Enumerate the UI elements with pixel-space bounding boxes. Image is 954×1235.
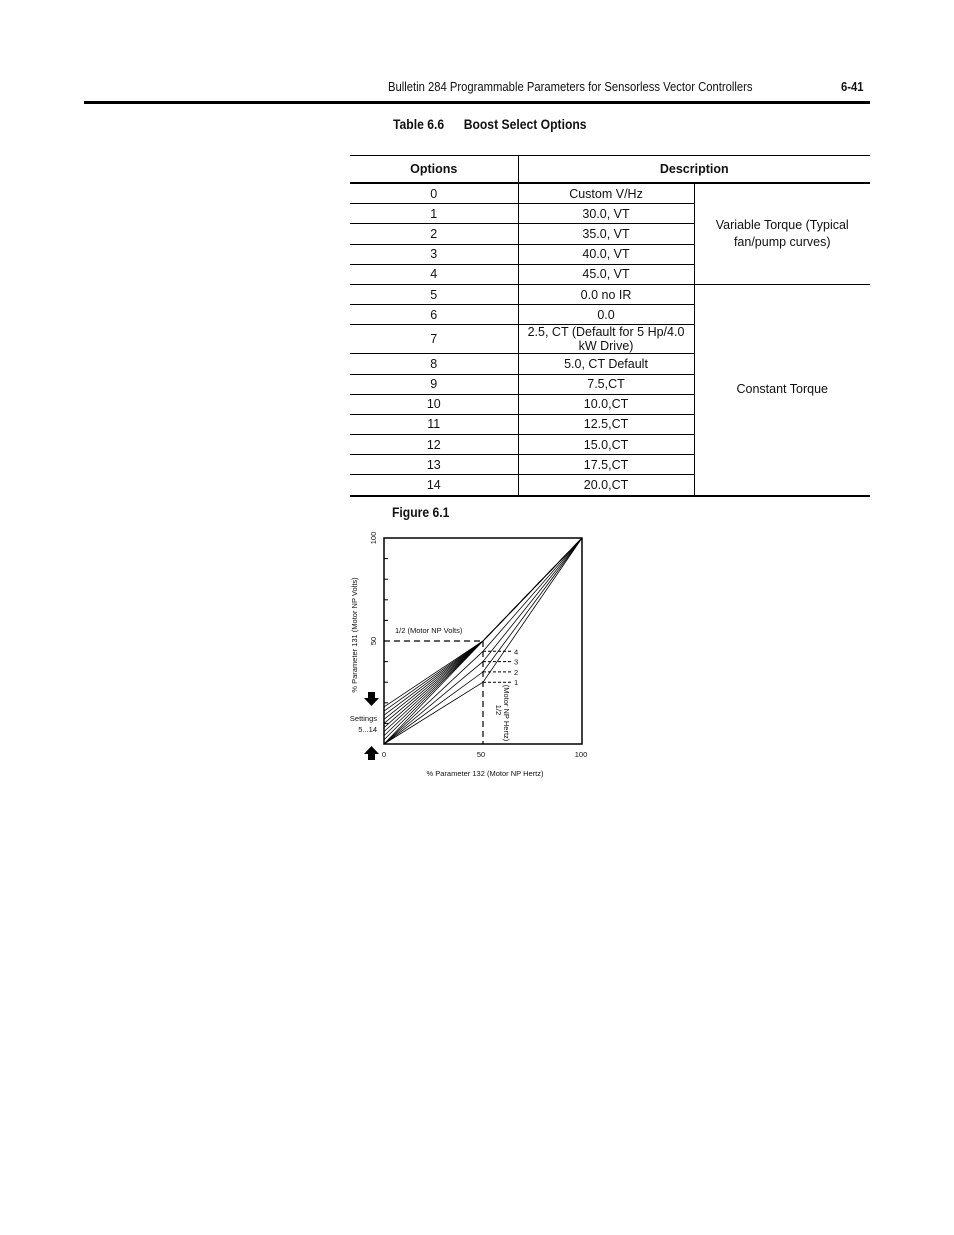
vt-curve-labels [514, 647, 518, 687]
vt-curve-label-2: 2 [514, 667, 519, 677]
value-cell: 0.0 no IR [518, 284, 694, 304]
option-cell: 11 [350, 414, 518, 434]
option-cell: 8 [350, 354, 518, 374]
value-cell: 10.0,CT [518, 394, 694, 414]
option-cell: 9 [350, 374, 518, 394]
table-caption-label: Table 6.6 [393, 117, 445, 132]
value-cell: 5.0, CT Default [518, 354, 694, 374]
column-header-options: Options [350, 156, 518, 184]
value-cell: 7.5,CT [518, 374, 694, 394]
settings-label: Settings [349, 714, 377, 723]
option-cell: 14 [350, 475, 518, 496]
group-variable-torque: Variable Torque (Typical fan/pump curves) [694, 183, 870, 284]
option-cell: 7 [350, 325, 518, 354]
page-header [0, 0, 954, 104]
table-header-row [350, 156, 870, 184]
value-cell: 15.0,CT [518, 435, 694, 455]
figure-caption: Figure 6.1 [392, 505, 450, 520]
table-row [350, 284, 870, 304]
boost-chart [340, 525, 600, 785]
y-axis-label: % Parameter 131 (Motor NP Volts) [350, 577, 359, 693]
option-cell: 6 [350, 305, 518, 325]
option-cell: 2 [350, 224, 518, 244]
value-cell: 20.0,CT [518, 475, 694, 496]
option-cell: 3 [350, 244, 518, 264]
vt-curve-label-1: 1 [514, 678, 519, 688]
constant-torque-line-6 [384, 538, 582, 740]
y-tick-label: 50 [369, 636, 378, 646]
page-number: 6-41 [841, 80, 864, 94]
option-cell: 4 [350, 264, 518, 284]
x-axis-label: % Parameter 132 (Motor NP Hertz) [426, 769, 544, 778]
value-cell: 17.5,CT [518, 455, 694, 475]
option-cell: 10 [350, 394, 518, 414]
boost-select-options-table [350, 155, 870, 497]
half-volts-label: 1/2 (Motor NP Volts) [395, 626, 463, 635]
option-cell: 12 [350, 435, 518, 455]
value-cell: 0.0 [518, 305, 694, 325]
group-constant-torque: Constant Torque [694, 284, 870, 495]
column-header-description: Description [518, 156, 870, 184]
x-tick-label: 0 [381, 750, 387, 759]
option-cell: 1 [350, 204, 518, 224]
half-hertz-label: 1/2 [494, 704, 503, 716]
vt-curve-label-3: 3 [514, 657, 519, 667]
half-hertz-label: (Motor NP Hertz) [502, 684, 511, 742]
settings-down-arrow [364, 692, 379, 706]
settings-range-label: 5...14 [358, 725, 377, 734]
x-tick-label: 100 [574, 750, 588, 759]
option-cell: 5 [350, 284, 518, 304]
table-row [350, 183, 870, 204]
option-cell: 0 [350, 183, 518, 204]
value-cell: 12.5,CT [518, 414, 694, 434]
header-rule [84, 101, 870, 104]
value-cell: 30.0, VT [518, 204, 694, 224]
table-caption-title: Boost Select Options [463, 117, 587, 132]
settings-up-arrow [364, 746, 379, 760]
table-caption [393, 117, 587, 132]
y-tick-label: 100 [369, 531, 378, 545]
value-cell: 40.0, VT [518, 244, 694, 264]
value-cell: Custom V/Hz [518, 183, 694, 204]
x-tick-label: 50 [476, 750, 486, 759]
value-cell: 45.0, VT [518, 264, 694, 284]
header-title: Bulletin 284 Programmable Parameters for Sensorless Vector Controllers [388, 80, 753, 94]
option-cell: 13 [350, 455, 518, 475]
vt-curve-label-4: 4 [514, 647, 519, 657]
value-cell: 2.5, CT (Default for 5 Hp/4.0 kW Drive) [518, 325, 694, 354]
value-cell: 35.0, VT [518, 224, 694, 244]
